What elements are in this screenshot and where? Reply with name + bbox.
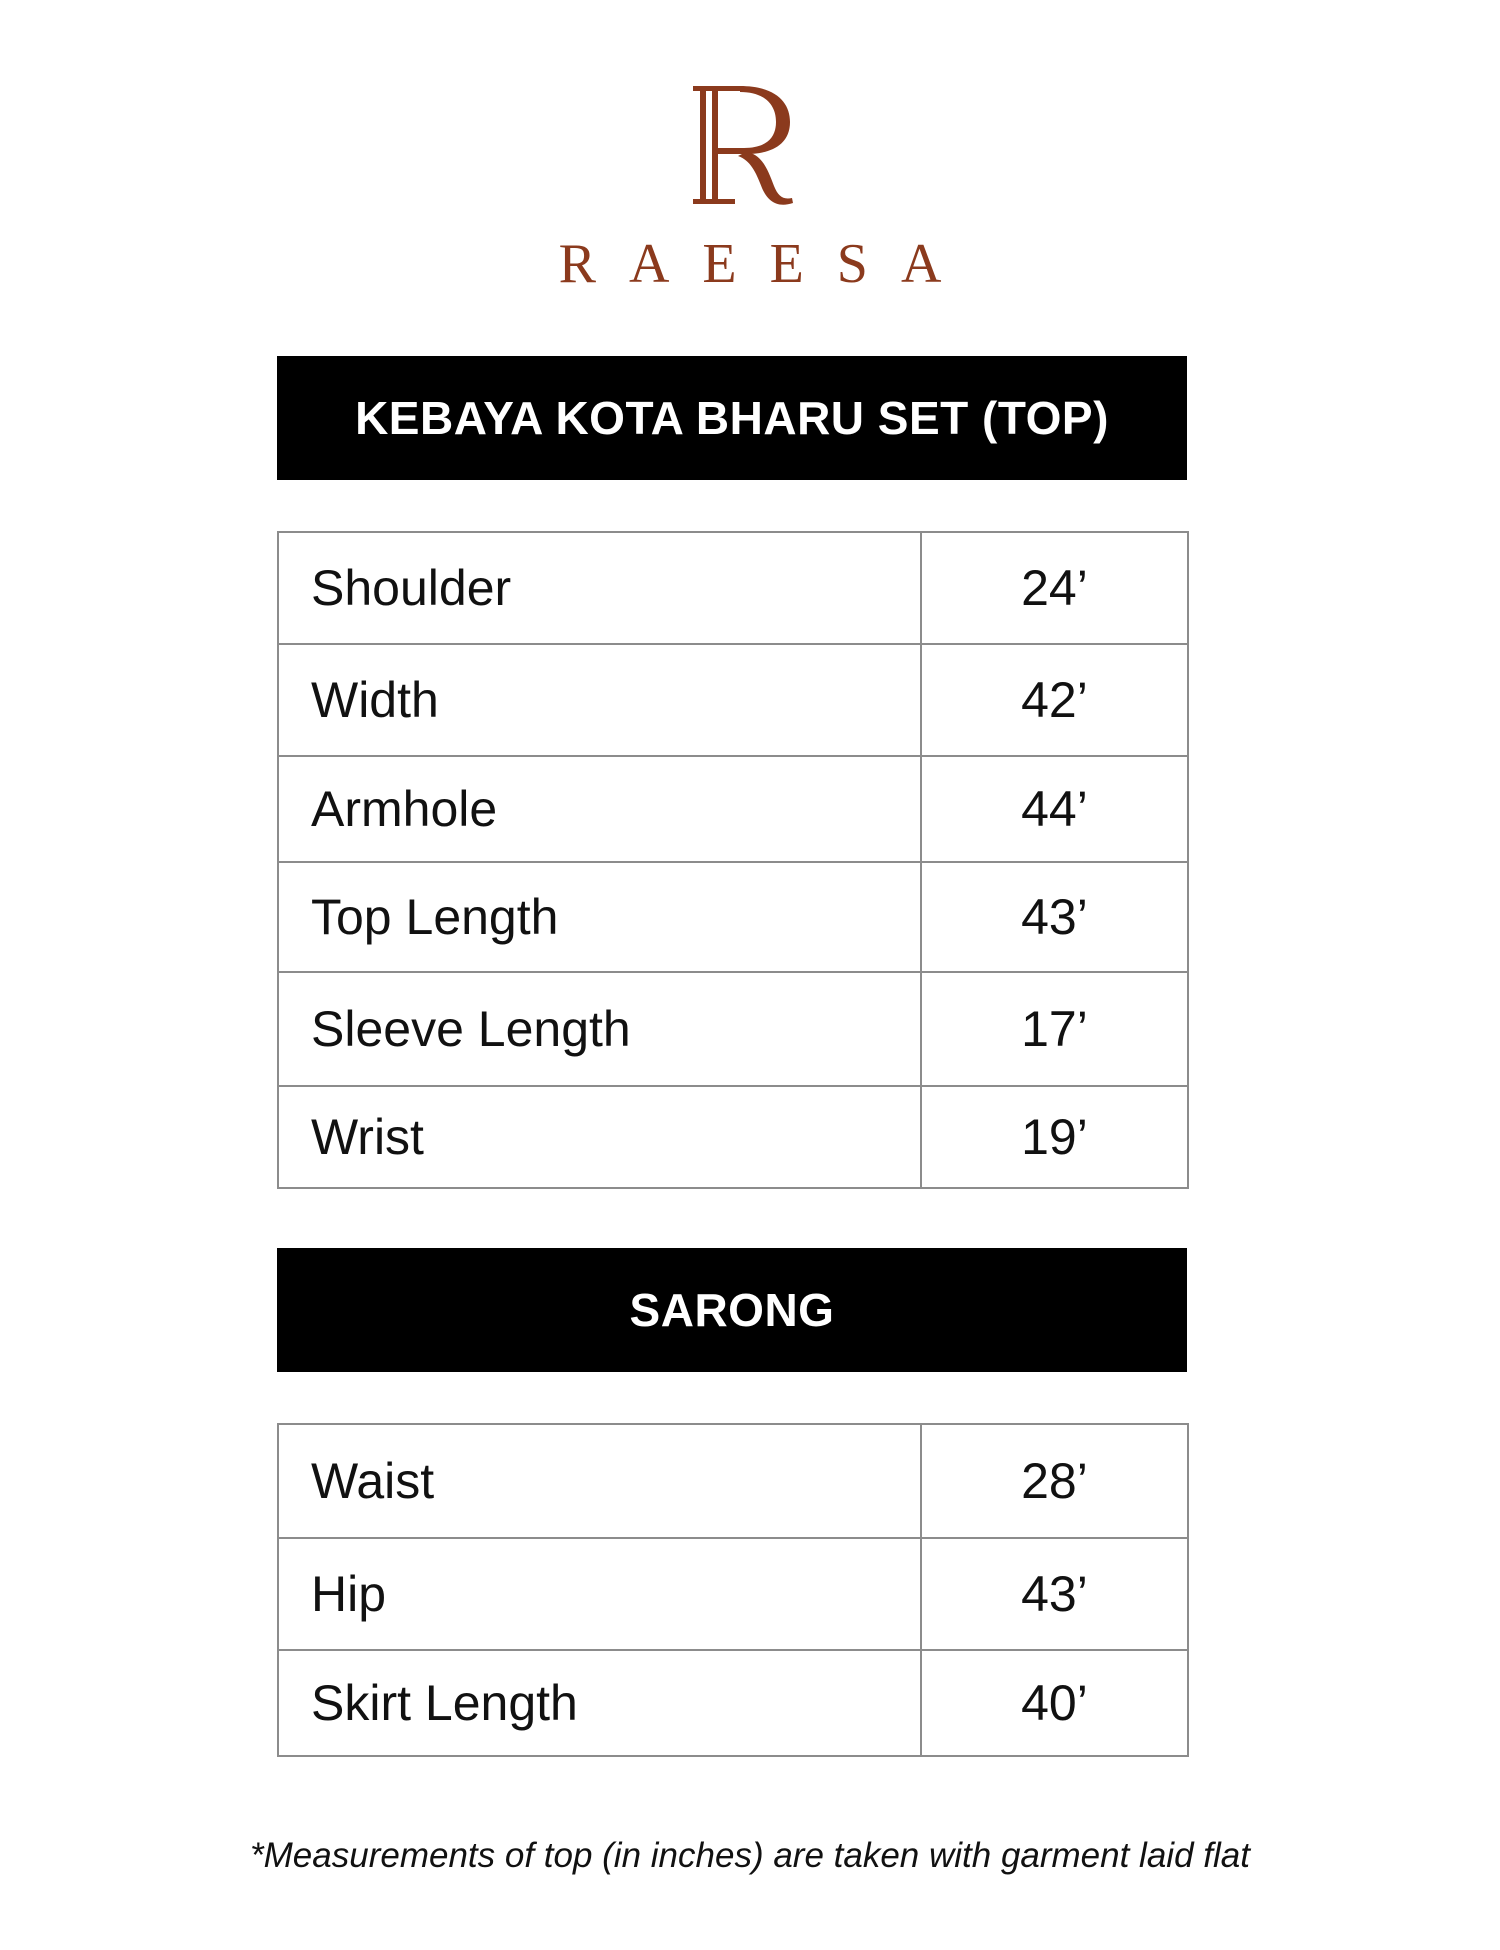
section-header-sarong xyxy=(277,1248,1187,1372)
table-row xyxy=(278,1424,1188,1538)
measurement-label: Skirt Length xyxy=(278,1650,921,1756)
measurement-label: Hip xyxy=(278,1538,921,1650)
measurement-label: Sleeve Length xyxy=(278,972,921,1086)
measurement-footnote: *Measurements of top (in inches) are taken with garment laid flat xyxy=(250,1836,1250,1875)
measurement-value: 44’ xyxy=(921,756,1188,862)
table-row xyxy=(278,1538,1188,1650)
measurement-label: Waist xyxy=(278,1424,921,1538)
table-row xyxy=(278,1086,1188,1188)
measurement-table-sarong xyxy=(277,1423,1189,1757)
measurement-label: Armhole xyxy=(278,756,921,862)
measurement-value: 43’ xyxy=(921,862,1188,972)
section-title-top: KEBAYA KOTA BHARU SET (TOP) xyxy=(355,392,1109,444)
measurement-value: 42’ xyxy=(921,644,1188,756)
measurement-value: 28’ xyxy=(921,1424,1188,1538)
brand-logo-icon xyxy=(650,80,850,210)
measurement-label: Width xyxy=(278,644,921,756)
measurement-label: Shoulder xyxy=(278,532,921,644)
measurement-label: Wrist xyxy=(278,1086,921,1188)
measurement-value: 40’ xyxy=(921,1650,1188,1756)
measurement-label: Top Length xyxy=(278,862,921,972)
measurement-value: 19’ xyxy=(921,1086,1188,1188)
table-row xyxy=(278,644,1188,756)
measurement-value: 43’ xyxy=(921,1538,1188,1650)
measurement-value: 24’ xyxy=(921,532,1188,644)
section-header-top xyxy=(277,356,1187,480)
measurement-table-top xyxy=(277,531,1189,1189)
section-title-sarong: SARONG xyxy=(629,1284,835,1336)
table-row xyxy=(278,1650,1188,1756)
table-row xyxy=(278,756,1188,862)
brand-name: RAEESA xyxy=(558,233,975,295)
table-row xyxy=(278,972,1188,1086)
table-row xyxy=(278,862,1188,972)
measurement-value: 17’ xyxy=(921,972,1188,1086)
table-row xyxy=(278,532,1188,644)
